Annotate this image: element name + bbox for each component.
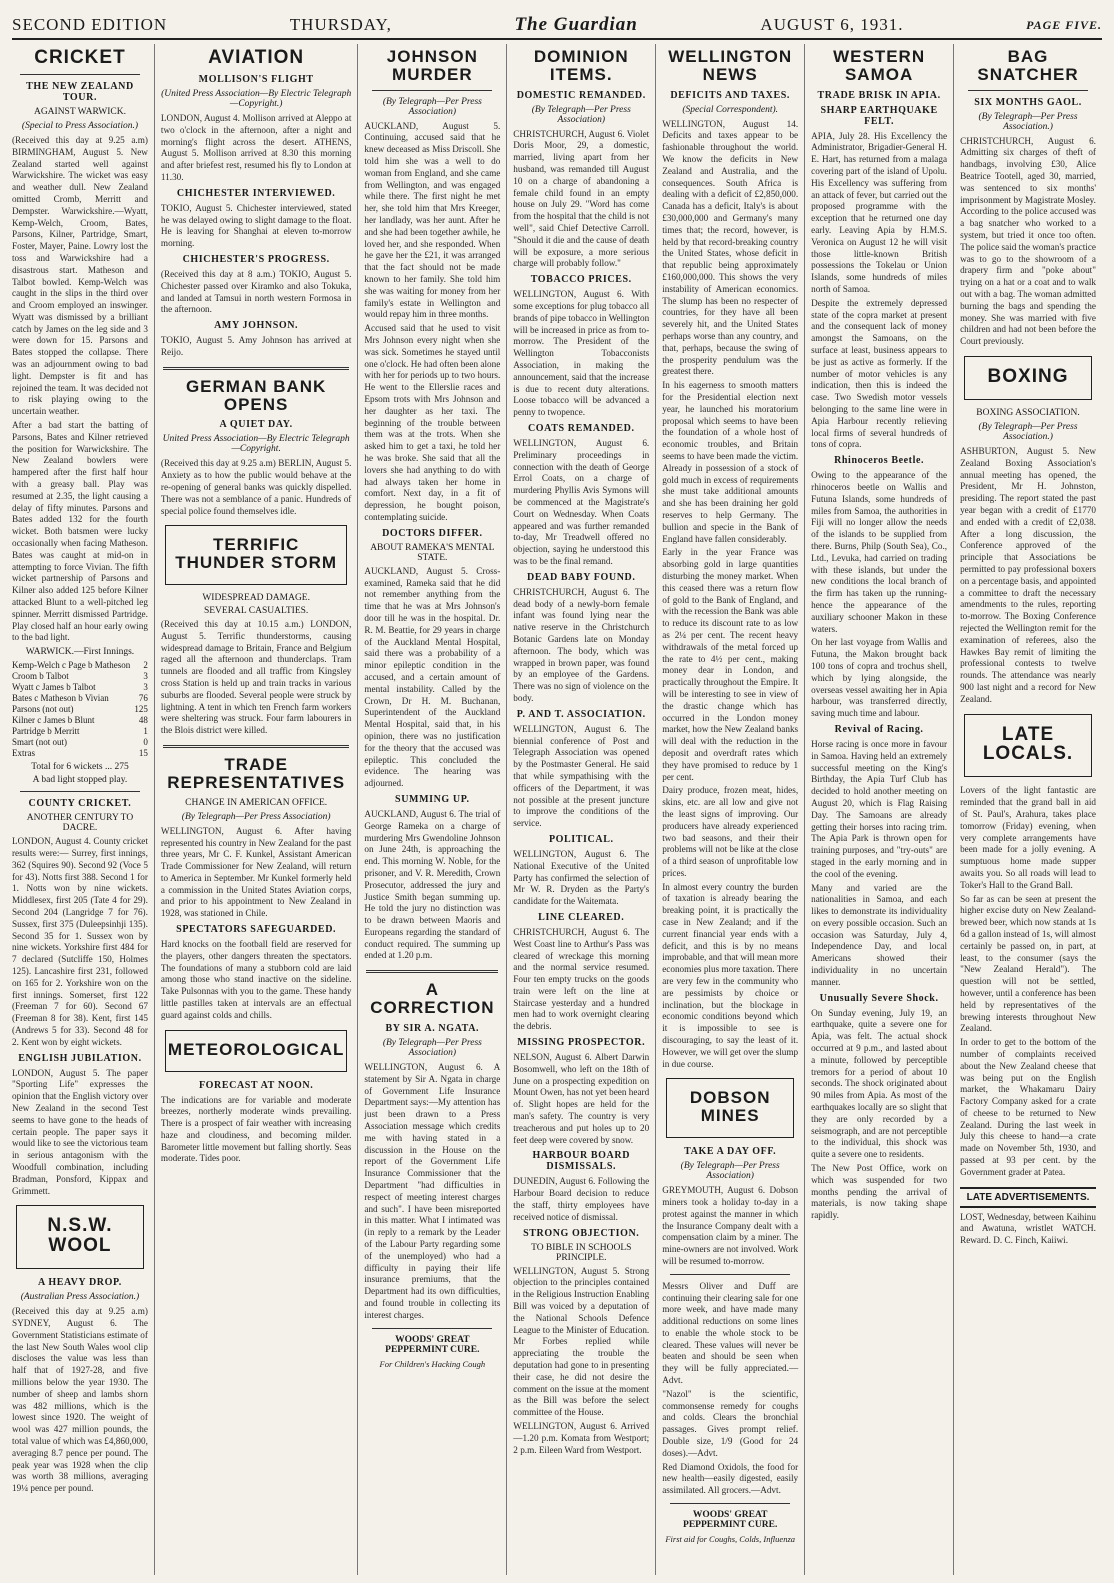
subhead: DOCTORS DIFFER. xyxy=(382,527,483,539)
article-text: CHRISTCHURCH, August 6. The dead body of a newly-born female infant was found lying near the native reserve in the Christchurch Botanic Gardens late on Monday afternoon. The body, which was wrapped in brown paper, was found by an employee of the Gardens. There was no sign of violence on the body. xyxy=(513,586,650,703)
subhead: MISSING PROSPECTOR. xyxy=(517,1037,646,1049)
subhead: ENGLISH JUBILATION. xyxy=(18,1052,142,1064)
divider xyxy=(670,1274,790,1275)
headline-trade: TRADE REPRESENTATIVES xyxy=(167,755,346,792)
late-advertisements-heading: LATE ADVERTISEMENTS. xyxy=(960,1187,1096,1208)
score-row: Extras 15 xyxy=(12,748,148,759)
score-row: Wyatt c James b Talbot 3 xyxy=(12,682,148,693)
newspaper-title: The Guardian xyxy=(514,14,638,35)
article-text: DUNEDIN, August 6. Following the Harbour Board decision to reduce the staff, thirty employees have received notice of dismissal. xyxy=(513,1176,650,1222)
article-text: So far as can be seen at present the higher excise duty on New Zealand-brewed beer, which now stands at 1s 6d a gallon instead of 1s, will almost certainly be passed on, in part, at least, to the consumer (says the "New Zealand Herald"). The question will not be settled, however, until a conference has been held by representatives of the brewing interests throughout New Zealand. xyxy=(960,893,1096,1034)
credit-line: United Press Association—By Electric Telegraph—Copyright. xyxy=(162,434,350,455)
article-text: Horse racing is once more in favour in Samoa. Having held an extremely successful meeting on the King's Birthday, the Apia Turf Club has decided to hold another meeting on August 20, which is Flag Raising Day. The Samoans are already getting their horses into racing trim. The Apia Park is thrown open for training purposes, and "try-outs" are staged in the early morning and in the cool of the evening. xyxy=(811,738,948,879)
score-row: Bates c Matheson b Vivian 76 xyxy=(12,693,148,704)
subhead: DEAD BABY FOUND. xyxy=(527,571,636,583)
headline-western-samoa: WESTERN SAMOA xyxy=(833,47,926,84)
edition-label: SECOND EDITION xyxy=(12,15,168,34)
day-label: THURSDAY, xyxy=(289,15,392,34)
subhead: THE NEW ZEALAND TOUR. xyxy=(26,80,134,103)
headline-wool: N.S.W. WOOL xyxy=(47,1215,113,1257)
article-text: LONDON, August 4. County cricket results were:— Surrey, first innings, 362 (Squires 90). Second 92 (Voce 5 for 43). Notts first 388. Second 1 for 1. Notts won by nine wickets. Middlesex, first 205 (Tate 4 for 29). Second 204 (Langridge 7 for 76). Sussex, first 375 (Duleepsinhji 135). Second 35 for 1. Sussex won by nine wickets. Yorkshire first 484 for 7 declared (Sutcliffe 150, Holmes 125). Lancashire first 231, followed on 165 for 2. Yorkshire won on the first innings. Somerset, first 122 (Freeman 7 for 60). Second 67 (Freeman 8 for 38). Kent, first 145 (Andrews 5 for 33). Second 48 for 2. Kent won by eight wickets. xyxy=(12,836,148,1047)
article-text: TOKIO, August 5. Amy Johnson has arrived at Reijo. xyxy=(160,335,352,357)
subhead: A QUIET DAY. xyxy=(219,419,293,431)
divider xyxy=(163,367,349,370)
credit-line: (Australian Press Association.) xyxy=(20,1292,140,1303)
article-text: CHRISTCHURCH, August 6. Violet Doris Moor, 29, a domestic, married, living apart from her husband, was remanded till August 10 on a charge of abandoning a female child found in an empty house on July 29. "Word has come from the hospital that the child is not well", said Chief Detective Carroll. "Should it die and the cause of death will be exposure, a more serious charge will probably follow." xyxy=(513,128,650,269)
subhead: DEFICITS AND TAXES. xyxy=(670,89,791,101)
article-text: CHRISTCHURCH, August 6. The West Coast line to Arthur's Pass was cleared of wreckage this morning and the normal service resumed. Four ten empty trucks on the goods train were left on the line at Staircase yesterday and a hundred men had to work overnight clearing the debris. xyxy=(513,926,650,1032)
column-dominion-items xyxy=(506,44,655,1575)
article-text: WELLINGTON, August 14. Deficits and taxes appear to be fashionable throughout the world. We know the deficits in New Zealand and Australia, and the consequences. South Africa is dealing with a deficit of £2,850,000. Canada has a deficit, Italy's is about £30,000,000 and Germany's many times that; the record, however, is held by that record-breaking country the United States, whose deficit in that republic being approximately £160,000,000. This shows the very instability of American economics. The slump has been no respecter of countries, for they have all been severely hit, and the United States perhaps worse than any country, and that, perhaps, because the swing of the prosperity pendulum was the greatest there. xyxy=(662,118,799,377)
headline-box xyxy=(964,356,1092,400)
column-western-samoa xyxy=(804,44,953,1575)
article-text: Accused said that he used to visit Mrs Johnson every night when she was sick. Sometimes he stayed until one o'clock. He had often been alone with her for periods up to two hours. He went to the Ellerslie races and Epsom trots with Mrs Johnson and her daughter as her taxi. The beginning of the trouble between them was at the trots. When she asked him to get a taxi, he told her he was broke. She said that all the lovers she had anything to do with had always taken her home in comfort. Next day, in a fit of depression, he bought poison, contemplating suicide. xyxy=(364,323,501,522)
article-text: "Nazol" is the scientific, commonsense remedy for coughs and colds. Clears the bronchial passages. Gives prompt relief. Double size, 1/9 (Good for 24 doses).—Advt. xyxy=(662,1388,799,1458)
subhead: FORECAST AT NOON. xyxy=(198,1079,314,1091)
score-row: Croom b Talbot 3 xyxy=(12,671,148,682)
headline-boxing: BOXING xyxy=(987,366,1069,388)
divider xyxy=(670,1503,790,1504)
newspaper-columns xyxy=(12,44,1102,1575)
column-aviation xyxy=(154,44,357,1575)
subhead: Rhinoceros Beetle. xyxy=(834,455,925,467)
score-row: Kilner c James b Blunt 48 xyxy=(12,715,148,726)
headline-late-locals: LATE LOCALS. xyxy=(982,723,1074,765)
article-text: The indications are for variable and moderate breezes, northerly moderate winds prevailing. There is a prospect of fair weather with increasing haze and cloudiness, and becoming milder. Barometer little movement but falling shortly. Seas moderate. Tides poor. xyxy=(160,1094,352,1164)
subhead: ANOTHER CENTURY TO DACRE. xyxy=(26,813,134,834)
advertisement-text: First aid for Coughs, Colds, Influenza xyxy=(665,1534,795,1545)
subhead: P. AND T. ASSOCIATION. xyxy=(516,708,646,720)
article-text: Many and varied are the nationalities in Samoa, and each likes to demonstrate its individuality on every possible occasion. Such an occasion was Saturday, July 4, Independence Day, and local Americans showed their individuality in no uncertain manner. xyxy=(811,882,948,987)
article-text: AUCKLAND, August 6. The trial of George Rameka on a charge of murdering Mrs Gwendoline Johnson on June 24th, is approaching the end. This morning W. Noble, for the prisoner, and V. R. Meredith, Crown Prosecutor, addressed the jury and Justice Smith began summing up. He told the jury no distinction was to be drawn between Maoris and Europeans regarding the standard of conduct required. The summing up ended at 1.20 p.m. xyxy=(364,808,501,961)
headline-thunderstorm: TERRIFIC THUNDER STORM xyxy=(175,535,338,573)
date-label: AUGUST 6, 1931. xyxy=(760,15,904,34)
article-text: WELLINGTON, August 6. Arrived—1.20 p.m. Komata from Westport; 2 p.m. Eileen Ward from Westport. xyxy=(513,1421,650,1455)
subhead: SHARP EARTHQUAKE FELT. xyxy=(820,104,938,127)
credit-line: (By Telegraph—Per Press Association) xyxy=(382,1037,482,1058)
article-text: TOKIO, August 5. Chichester interviewed, stated he was delayed owing to slight damage to the float. He is leaving for Shanghai at eleven to-morrow morning. xyxy=(160,202,352,249)
column-johnson-murder xyxy=(357,44,506,1575)
subhead: AGAINST WARWICK. xyxy=(33,106,126,117)
subhead: CHICHESTER INTERVIEWED. xyxy=(176,187,336,199)
score-row: Smart (not out) 0 xyxy=(12,737,148,748)
column-cricket xyxy=(12,44,154,1575)
credit-line: (By Telegraph—Per Press Association) xyxy=(531,104,631,125)
article-text: After a bad start the batting of Parsons, Bates and Kilner retrieved the position for Warwickshire. The New Zealand bowlers were hampered after the first half hour with a greasy ball. Play was resumed at 2.35, the light causing a delay of fifty minutes. Parsons and Bates added 132 for the fourth wicket. Both batsmen were lucky occasionally when facing Matheson. Bates was caught at mid-on in attempting to force Vivian. The fifth wicket partnership of Parsons and Kilner also added 125 before Kilner attacked Blunt to a well-pitched leg spinner. Merritt dismissed Partridge. Play closed half an hour early owing to the bad light. xyxy=(12,420,148,643)
subhead: COATS REMANDED. xyxy=(527,423,635,435)
article-text: ASHBURTON, August 5. New Zealand Boxing Association's annual meeting has opened, the President, Mr H. Johnston, presiding. The report stated the past year began with a credit of £1770 and ended with a credit of £2,038. After a long discussion, the Conference approved of the principle that Associations be permitted to pay professional boxers on a percentage basis, and appointed a committee to draft the necessary amendments to the rules, reporting to-morrow. The Boxing Conference rejected the Wellington remit for the examination of referees, also the Hawkes Bay remit of limiting the professional contests to twelve rounds. The attendance was nearly 900 last night and a record for New Zealand. xyxy=(960,445,1096,704)
score-row: Partridge b Merritt 1 xyxy=(12,726,148,737)
divider xyxy=(20,74,140,75)
credit-line: (By Telegraph—Per Press Association) xyxy=(382,96,482,117)
scorecard xyxy=(12,660,148,759)
article-text: LONDON, August 4. Mollison arrived at Aleppo at two o'clock in the afternoon, after a night and morning's flight across the desert. ATHENS, August 5. Mollison arrived at 8.30 this morning and after briefest rest, resumed his fly to London at 11.30. xyxy=(160,112,352,182)
subhead: TRADE BRISK IN APIA. xyxy=(817,89,941,101)
headline-aviation: AVIATION xyxy=(208,47,305,68)
advertisement-text: For Children's Hacking Cough xyxy=(379,1358,486,1369)
article-text: In order to get to the bottom of the number of complaints received about the New Zealand cheese that was being put on the English market, the Whakamaru Dairy Factory Company asked for a crate of cheese to be returned to New Zealand. During the last week in July this cheese to hand—a crate made on November 5th, 1930, and passed at 93 per cent. by the Government grader at Patea. xyxy=(960,1037,1096,1177)
score-row: Kemp-Welch c Page b Matheson 2 xyxy=(12,660,148,671)
subhead: A HEAVY DROP. xyxy=(38,1277,122,1289)
divider xyxy=(163,745,349,748)
subhead: DOMESTIC REMANDED. xyxy=(516,89,646,101)
article-text: (Received this day at 9.25 a.m) BIRMINGHAM, August 5. New Zealand started well against Warwickshire. The wicket was easy and weather dull. New Zealand omitted Cromb, Merritt and Dempster. Warwickshire.—Wyatt, Kemp-Welch, Croom, Bates, Parsons, Kilner, Partridge, Smart, Foster, Mayer, Paine. Lowry lost the toss and Warwickshire had a disastrous start. Matheson and Talbot bowled. Kemp-Welch was caught in the slips in the third over and Croom employed an inswinger. Wyatt was dismissed by a brilliant catch by James on the leg side and 3 were down for 15. Parsons and Bates stopped the collapse. There was an adjournment owing to bad light. Dempster is fit and has rejoined the team. It was decided not to risk playing owing to the uncertain weather. xyxy=(12,134,148,417)
article-text: In his eagerness to smooth matters for the Presidential election next year, he launched his moratorium proposal which seems to have been the foundation of a whole host of economic troubles, and Britain seems to have been made the victim. Already in possession of a stock of gold much in excess of requirements she must take additional amounts and she has been draining her gold reserves to help Germany. The bullion and specie in the Bank of England have fallen considerably. xyxy=(662,380,799,544)
headline-meteorological: METEOROLOGICAL xyxy=(167,1039,345,1059)
article-text: AUCKLAND, August 5. Cross-examined, Rameka said that he did not remember anything from the time that he was at Mrs Johnson's door till he was in the hospital. Dr. R. M. Beattie, for 29 years in charge of the Auckland Mental Hospital, said there was a probability of a minor epileptic condition in the accused, and a certain amount of mental instability. Called by the Crown, Dr H. M. Buchanan, Superintendent of the Auckland Mental Hospital, said that, in his opinion, there was no justification for the theory that the accused was epileptic. This concluded the evidence. The hearing was adjourned. xyxy=(364,565,501,789)
credit-line: (By Telegraph—Per Press Association) xyxy=(181,811,331,822)
article-text: The New Post Office, work on which was suspended for two months pending the arrival of materials, is now taking shape rapidly. xyxy=(811,1163,948,1221)
subhead: TAKE A DAY OFF. xyxy=(684,1146,777,1158)
subhead: HARBOUR BOARD DISMISSALS. xyxy=(532,1150,631,1173)
article-text: WELLINGTON, August 6. A statement by Sir A. Ngata in charge of Government Life Insurance Department says:—My attention has just been drawn to a Press Association message which credits me with having stated in a discussion in the House on the report of the Government Life Insurance Commissioner that the Department "had difficulties in respect of meeting interest charges and such". I have been misreported in this matter. What I intimated was (in reply to a remark by the Leader of the Labour Party regarding some of the unemployed) who had a difficulty in paying their life insurance premiums, that the Department had its own difficulties, and found trouble in collecting its interest charges. xyxy=(364,1061,501,1320)
subhead: AMY JOHNSON. xyxy=(214,320,299,332)
credit-line: (By Telegraph—Per Press Association) xyxy=(680,1161,780,1182)
divider xyxy=(372,90,492,91)
article-text: AUCKLAND, August 5. Continuing, accused said that he knew deceased as Miss Driscoll. She told him she was a well to do woman from England, and she came from Wellington, and was engaged while there. The first night he met her, she told him that Mrs Kreeger, her landlady, was her aunt. After he and she had been together awhile, he loved her, and she responded. When he gave her the £21, it was arranged that the fact should not be made known to her family. She told him she was waiting for money from her family's estate in Wellington and would repay him in three months. xyxy=(364,120,501,320)
column-wellington-news xyxy=(655,44,804,1575)
article-text: (Received this day at 8 a.m.) TOKIO, August 5. Chichester passed over Kiramko and also Tokuka, and landed at Tamsui in north western Formosa in the afternoon. xyxy=(160,268,352,315)
divider xyxy=(968,90,1088,91)
article-text: WELLINGTON, August 5. Strong objection to the principles contained in the Religious Instruction Enabling Bill was voiced by a deputation of the National Schools Defence League to the Minister of Education. Mr Forbes replied while appreciating the trouble the deputation had gone to in presenting their case, he did not desire the comment on the issue at the moment as the Bill was before the select committee of the House. xyxy=(513,1265,650,1418)
credit-line: (By Telegraph—Per Press Association.) xyxy=(978,421,1078,442)
subhead: SUMMING UP. xyxy=(395,793,470,805)
article-text: In almost every country the burden of taxation is already bearing the breaking point, it is practically the case in New Zealand; and if the current financial year ends with a deficit, and this is by no means improbable, and that will mean more economies plus more taxation. There are very few in the community who are pessimists by choice or inclination, but the blockage in economic conditions beyond which it is impossible to see is discouraging, to say the least of it. However, we will get over the slump in due course. xyxy=(662,881,799,1069)
subhead: SPECTATORS SAFEGUARDED. xyxy=(176,924,337,936)
article-text: (Received this day at 10.15 a.m.) LONDON, August 5. Terrific thunderstorms, causing widespread damage to Britain, France and Belgium raged all the afternoon and thunderclaps. Tram tunnels are flooded and all traffic from Kingsley cross Station is held up and train tracks in various suburbs are flooded. Several people were struck by lightning. A tent in which ten French farm workers were sheltering was struck. Four farm labourers in the Blois district were killed. xyxy=(160,619,352,736)
article-text: LONDON, August 5. The paper "Sporting Life" expresses the opinion that the English victory over New Zealand in the second Test seems to have gone to the heads of certain people. The paper says it would like to see the victorious team in serious antagonism with the Woodfull combination, including Bradman, Ponsford, Kippax and Grimmett. xyxy=(12,1067,148,1196)
article-text: On Sunday evening, July 19, an earthquake, quite a severe one for Apia, was felt. The actual shock occurred at 9 p.m., and lasted about a minute, followed by perceptible tremors for a period of about 10 seconds. The shock originated about 90 miles from Apia. As most of the earthquakes locally are so slight that they are only recorded by a seismograph, and are not perceptible to the individual, this shock was quite a severe one to residents. xyxy=(811,1007,948,1160)
article-text: Messrs Oliver and Duff are continuing their clearing sale for one more week, and have made many additional reductions on some lines to enable the whole stock to be cleared. These values will never be beaten and should be seen when they will be fully appreciated.—Advt. xyxy=(662,1280,799,1386)
divider xyxy=(20,791,140,792)
advertisement-title: WOODS' GREAT PEPPERMINT CURE. xyxy=(683,1510,778,1531)
headline-box xyxy=(165,525,347,585)
article-text: (Received this day at 9.25 a.m) SYDNEY, August 6. The Government Statisticians estimate of the last New South Wales wool clip discloses the value was less than half that of 1927-28, and five millions below the year 1930. The number of sheep and lambs shorn was 482 millions, which is the lowest since 1920. The weight of wool was 427 million pounds, the total value of which was £4,860,000, averaging 8.7 pence per pound. The peak year was 1928 when the clip was worth 38 millions, averaging 19¼ pence per pound. xyxy=(12,1306,148,1494)
article-text: WELLINGTON, August 6. After having represented his country in New Zealand for the past three years, Mr C. F. Kunkel, Assistant American Trade Commissioner for New Zealand, will return to America in September. Mr Kunkel formerly held a commission in the United States Aviation corps, and prior to his appointment to New Zealand in 1928, was stationed in Chile. xyxy=(160,825,352,919)
scorecard-heading: WARWICK.—First Innings. xyxy=(25,647,135,658)
credit-line: (United Press Association—By Electric Telegraph—Copyright.) xyxy=(161,88,352,109)
article-text: WELLINGTON, August 6. The National Executive of the United Party has confirmed the selection of Mr W. R. Dryden as the Party's candidate for the Waitemata. xyxy=(513,848,650,907)
article-text: Hard knocks on the football field are reserved for the players, other dangers threaten the spectators. The foundations of many a stubborn cold are laid among those who stand inactive on the sideline. Take Pulsonnas with you to the game. These handy little pastilles taken at intervals are an effectual guard against colds and chills. xyxy=(160,939,352,1020)
article-text: On her last voyage from Wallis and Futuna, the Makon brought back 100 tons of copra and trochus shell, which by lying alongside, the overseas vessel awaiting her in Apia harbour, was transferred directly, saving much time and labour. xyxy=(811,637,948,719)
column-bag-snatcher xyxy=(953,44,1102,1575)
headline-bag-snatcher: BAG SNATCHER xyxy=(977,47,1079,84)
score-row: Parsons (not out) 125 xyxy=(12,704,148,715)
subhead: Unusually Severe Shock. xyxy=(819,992,939,1004)
subhead: TO BIBLE IN SCHOOLS PRINCIPLE. xyxy=(531,1242,632,1263)
subhead: MOLLISON'S FLIGHT xyxy=(198,73,314,85)
subhead: LINE CLEARED. xyxy=(538,911,625,923)
credit-line: (By Telegraph—Per Press Association.) xyxy=(978,111,1078,132)
article-text: Early in the year France was absorbing gold in large quantities disturbing the money market. When this ceased there was a return flow of gold to the Bank of England, and with the recession the Bank was able to reduce its discount rate to as low as 2¼ per cent. The recent heavy withdrawals of the metal forced up the rate to 4½ per cent., making money dear in London, and practically throughout the Empire. It will be interesting to see in view of the drastic change which has occurred in the London money market, how the New Zealand banks will deal with the reduction in the deposit and overdraft rates which they have promised to reduce by 1 per cent. xyxy=(662,547,799,782)
article-text: Owing to the appearance of the rhinoceros beetle on Wallis and Futuna Islands, some hundreds of miles from Samoa, the authorities in Fiji will no longer allow the needs of the islands to be supplied from there. Burns, Philp (South Sea), Co., Ltd., Levuka, had carried on trading with these islands, but under the new conditions the local branch of the firm has taken up the running-hence the appearance of the auxiliary schooner Makon in these waters. xyxy=(811,470,948,634)
article-text: CHRISTCHURCH, August 6. Admitting six charges of theft of handbags, involving £30, Alice Beatrice Tootell, aged 30, married, was sentenced to six months' imprisonment by Magistrate Mosley. According to the police accused was a bag snatcher who worked to a system, but tried it once too often. The police said the woman's practice was to go to the showroom of a drapery firm and "poke about" trying on a hat or a coat and to walk out with a bag. The woman admitted burning the bags and spending the money. She was married with five children and had not been before the Court previously. xyxy=(960,135,1096,347)
subhead: ABOUT RAMEKA'S MENTAL STATE. xyxy=(370,542,495,563)
headline-dobson-mines: DOBSON MINES xyxy=(689,1088,771,1126)
subhead: WIDESPREAD DAMAGE. xyxy=(202,593,310,604)
subhead: POLITICAL. xyxy=(548,833,614,845)
headline-johnson-murder: JOHNSON MURDER xyxy=(386,47,478,84)
article-text: Dairy produce, frozen meat, hides, skins, etc. are all low and give not the least signs of improving. Our producers have already experienced two bad seasons, and their their problems will not be like at the close of a third season of unprofitable low prices. xyxy=(662,785,799,878)
subhead: STRONG OBJECTION. xyxy=(523,1227,640,1239)
divider xyxy=(366,970,498,973)
article-text: WELLINGTON, August 6. Preliminary proceedings in connection with the death of George Errol Coats, on a charge of murdering Phyllis Avis Symons will be commenced at the Magistrate's Court on Wednesday. When Coats appeared and was further remanded to-day, Mr Treadwell offered no objection, saying he understood this was to be the final remand. xyxy=(513,438,650,566)
headline-box xyxy=(165,1030,347,1072)
masthead xyxy=(12,12,1102,40)
headline-dominion-items: DOMINION ITEMS. xyxy=(533,47,629,84)
divider xyxy=(372,1328,492,1329)
article-text: GREYMOUTH, August 6. Dobson miners took a holiday to-day in a protest against the manner in which the Insurance Company dealt with a compensation claim by a miner. The mine-owners are not involved. Work will be resumed to-morrow. xyxy=(662,1185,799,1266)
article-text: APIA, July 28. His Excellency the Administrator, Brigadier-General H. E. Hart, has returned from a malaga covering part of the island of Upolu. His Excellency was suffering from an attack of fever, but carried out the proposed programme with the exception that he returned one day early. Leaving Apia by H.M.S. Veronica on August 12 he will visit those little-known British possessions the Tokelau or Union Islands, some hundreds of miles north of Samoa. xyxy=(811,130,948,295)
subhead: BY SIR A. NGATA. xyxy=(385,1022,480,1034)
score-total: Total for 6 wickets ... 275 xyxy=(31,762,129,773)
headline-box xyxy=(666,1078,794,1138)
article-text: Red Diamond Oxidols, the food for new health—easily digested, easily assimilated. All grocers.—Advt. xyxy=(662,1461,799,1496)
article-text: WELLINGTON, August 6. With some exceptions for plug tobacco all brands of pipe tobacco in Wellington will be increased in price as from to-morrow. The President of the Wellington Tobacconists Association, in making the announcement, said that the increase is due to recent duty alterations. Loose tobacco will be advanced a penny to twopence. xyxy=(513,289,650,418)
subhead: CHANGE IN AMERICAN OFFICE. xyxy=(185,797,328,808)
advertisement-title: WOODS' GREAT PEPPERMINT CURE. xyxy=(385,1334,480,1355)
score-note: A bad light stopped play. xyxy=(32,775,128,786)
subhead: TOBACCO PRICES. xyxy=(530,274,632,286)
subhead: SIX MONTHS GAOL. xyxy=(974,96,1082,108)
credit-line: (Special Correspondent). xyxy=(682,104,779,115)
classified-ad: LOST, Wednesday, between Kaihinu and Awatuna, wristlet WATCH. Reward. D. C. Finch, Kaiiwi. xyxy=(960,1211,1096,1246)
subhead: SEVERAL CASUALTIES. xyxy=(203,606,309,617)
credit-line: (Special to Press Association.) xyxy=(21,120,139,131)
article-text: Lovers of the light fantastic are reminded that the grand ball in aid of St. Paul's, Arahura, takes place tomorrow (Friday) evening, when very complete arrangements have been made for a jolly evening. A sumptuous home made supper awaits you. So all roads will lead to Toker's Hall to the Grand Ball. xyxy=(960,785,1096,890)
subhead: BOXING ASSOCIATION. xyxy=(976,407,1080,418)
headline-german-bank: GERMAN BANK OPENS xyxy=(185,376,327,414)
headline-wellington-news: WELLINGTON NEWS xyxy=(668,47,793,84)
headline-box xyxy=(16,1205,144,1269)
headline-box xyxy=(964,714,1092,778)
headline-cricket: CRICKET xyxy=(34,47,126,68)
article-text: WELLINGTON, August 6. The biennial conference of Post and Telegraph Association was opened by the Postmaster General. He said that while sympathising with the officers of the Department, it was not possible at the present juncture to improve the conditions of the service. xyxy=(513,723,650,829)
article-text: (Received this day at 9.25 a.m) BERLIN, August 5. Anxiety as to how the public would behave at the re-opening of general banks was quickly dispelled. There was not a semblance of a panic. Hundreds of special police found themselves idle. xyxy=(160,458,352,516)
subhead: Revival of Racing. xyxy=(834,723,924,735)
subhead: CHICHESTER'S PROGRESS. xyxy=(182,253,330,265)
headline-correction: A CORRECTION xyxy=(370,980,495,1018)
page-number: PAGE FIVE. xyxy=(1026,17,1102,32)
article-text: NELSON, August 6. Albert Darwin Bosomwell, who left on the 18th of June on a prospecting expedition on Mount Owen, has not yet been heard of. Slight hopes are held for the man's safety. The country is very treacherous and put holes up to 20 feet deep were covered by snow. xyxy=(513,1052,650,1145)
subhead: COUNTY CRICKET. xyxy=(28,798,132,810)
article-text: Despite the extremely depressed state of the copra market at present and the consequent lack of money amongst the Samoans, on the surface at least, business appears to be just as active as formerly. If the number of motor vehicles is any indication, then this is indeed the case. Two Swedish motor vessels belonging to the same line were in Apia Harbour recently relieving local firms of several hundreds of tons of copra. xyxy=(811,297,948,450)
